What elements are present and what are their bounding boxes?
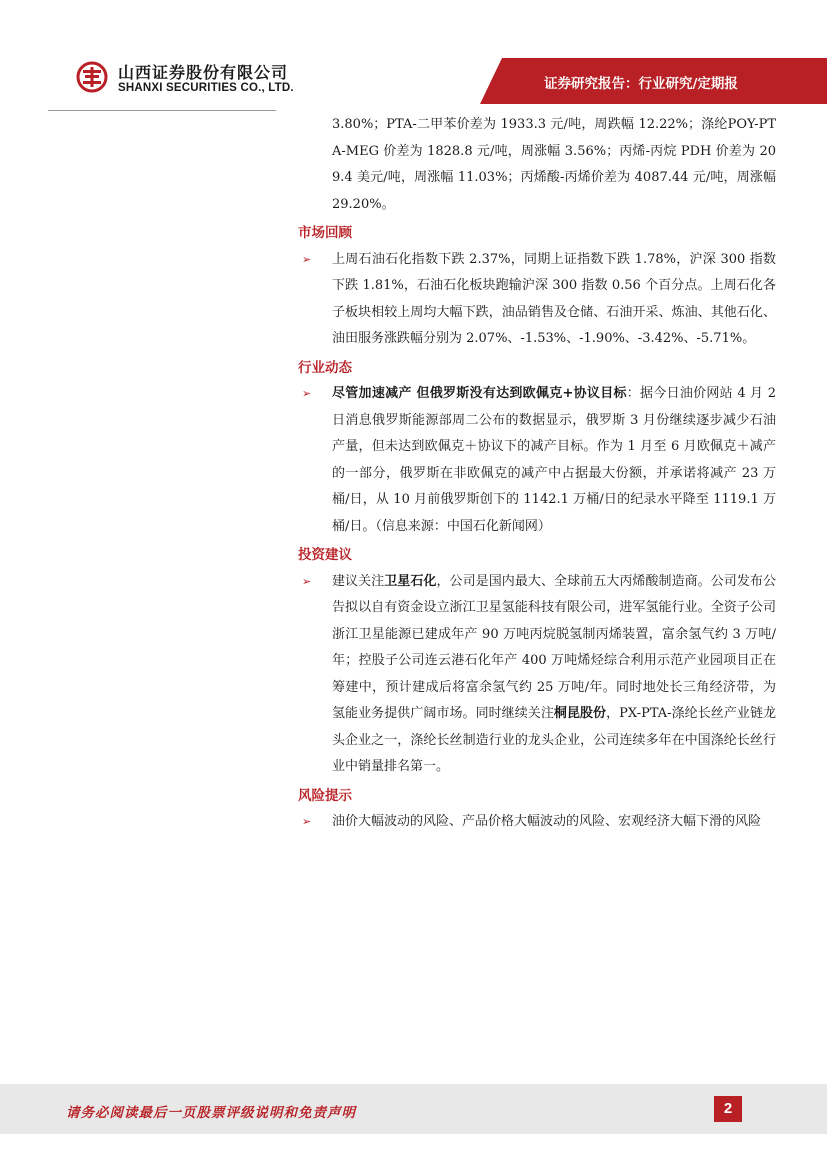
advice-text-1: ，公司是国内最大、全球前五大丙烯酸制造商。公司发布公告拟以自有资金设立浙江卫星氢能科技有限公司，进军氢能行业。全资子公司浙江卫星能源已建成年产 90 万吨丙烷脱氢制丙烯装置，富余氢气约 3 万吨/年；控股子公司连云港石化年产 400 万吨烯烃综合利用示范产业园项目正在筹建中，预计建成后将富余氢气约 25 万吨/年。同时地处长三角经济带，为氢能业务提供广阔市场。同时继续关注 xyxy=(332,573,776,721)
company-name-cn: 山西证券股份有限公司 xyxy=(118,63,289,82)
advice-lead: 建议关注 xyxy=(332,573,385,589)
intro-paragraph: 3.80%；PTA-二甲苯价差为 1933.3 元/吨，周跌幅 12.22%；涤纶POY-PTA-MEG 价差为 1828.8 元/吨，周涨幅 3.56%；丙烯-丙烷 PDH 价差为 209.4 美元/吨，周涨幅 11.03%；丙烯酸-丙烯价差为 4087.44 元/吨，周涨幅 29.20%。 xyxy=(332,117,776,212)
page-number: 2 xyxy=(714,1096,742,1122)
stock-name-1: 卫星石化 xyxy=(384,573,437,589)
list-item xyxy=(298,247,776,353)
shanxi-securities-logo-icon xyxy=(76,61,108,93)
company-name-en: SHANXI SECURITIES CO., LTD. xyxy=(118,82,294,94)
list-item xyxy=(298,381,776,540)
advice-text-2: ，PX-PTA-涤纶长丝产业链龙头企业之一，涤纶长丝制造行业的龙头企业，公司连续多年在中国涤纶长丝行业中销量排名第一。 xyxy=(332,706,776,774)
header-divider xyxy=(48,110,276,111)
bullet-arrow-icon: ➢ xyxy=(302,252,312,266)
section-title-market-review: 市场回顾 xyxy=(298,225,352,241)
report-type-label: 证券研究报告：行业研究/定期报 xyxy=(544,76,738,92)
report-body xyxy=(298,112,776,836)
section-title-risk: 风险提示 xyxy=(298,787,352,804)
footer-disclaimer: 请务必阅读最后一页股票评级说明和免责声明 xyxy=(66,1105,356,1121)
news-text: ：据今日油价网站 4 月 2 日消息俄罗斯能源部周二公布的数据显示，俄罗斯 3 月份继续逐步减少石油产量，但未达到欧佩克＋协议下的减产目标。作为 1 月至 6 月欧佩克＋减产的一部分，俄罗斯在非欧佩克的减产中占据最大份额，并承诺将减产 23 万桶/日，从 10 月前俄罗斯创下的 1142.1 万桶/日的纪录水平降至 1119.1 万桶/日。（信息来源：中国石化新闻网） xyxy=(332,386,776,534)
section-title-industry-news: 行业动态 xyxy=(298,359,352,376)
list-item xyxy=(298,809,776,836)
bullet-arrow-icon: ➢ xyxy=(302,815,312,828)
list-item xyxy=(298,569,776,781)
stock-name-2: 桐昆股份 xyxy=(553,706,607,721)
page-header xyxy=(0,0,827,112)
bullet-arrow-icon: ➢ xyxy=(302,574,312,588)
market-review-text: 上周石油石化指数下跌 2.37%，同期上证指数下跌 1.78%，沪深 300 指数下跌 1.81%，石油石化板块跑输沪深 300 指数 0.56 个百分点。上周石化各子板块相较上周均大幅下跌，油品销售及仓储、石油开采、炼油、其他石化、油田服务涨跌幅分别为 2.07%、-1.53%、-1.90%、-3.42%、-5.71%。 xyxy=(332,251,776,346)
bullet-arrow-icon: ➢ xyxy=(302,387,312,400)
news-headline: 尽管加速减产 但俄罗斯没有达到欧佩克+协议目标 xyxy=(332,386,627,401)
risk-text: 油价大幅波动的风险、产品价格大幅波动的风险、宏观经济大幅下滑的风险 xyxy=(332,814,762,829)
section-title-investment-advice: 投资建议 xyxy=(298,547,352,563)
